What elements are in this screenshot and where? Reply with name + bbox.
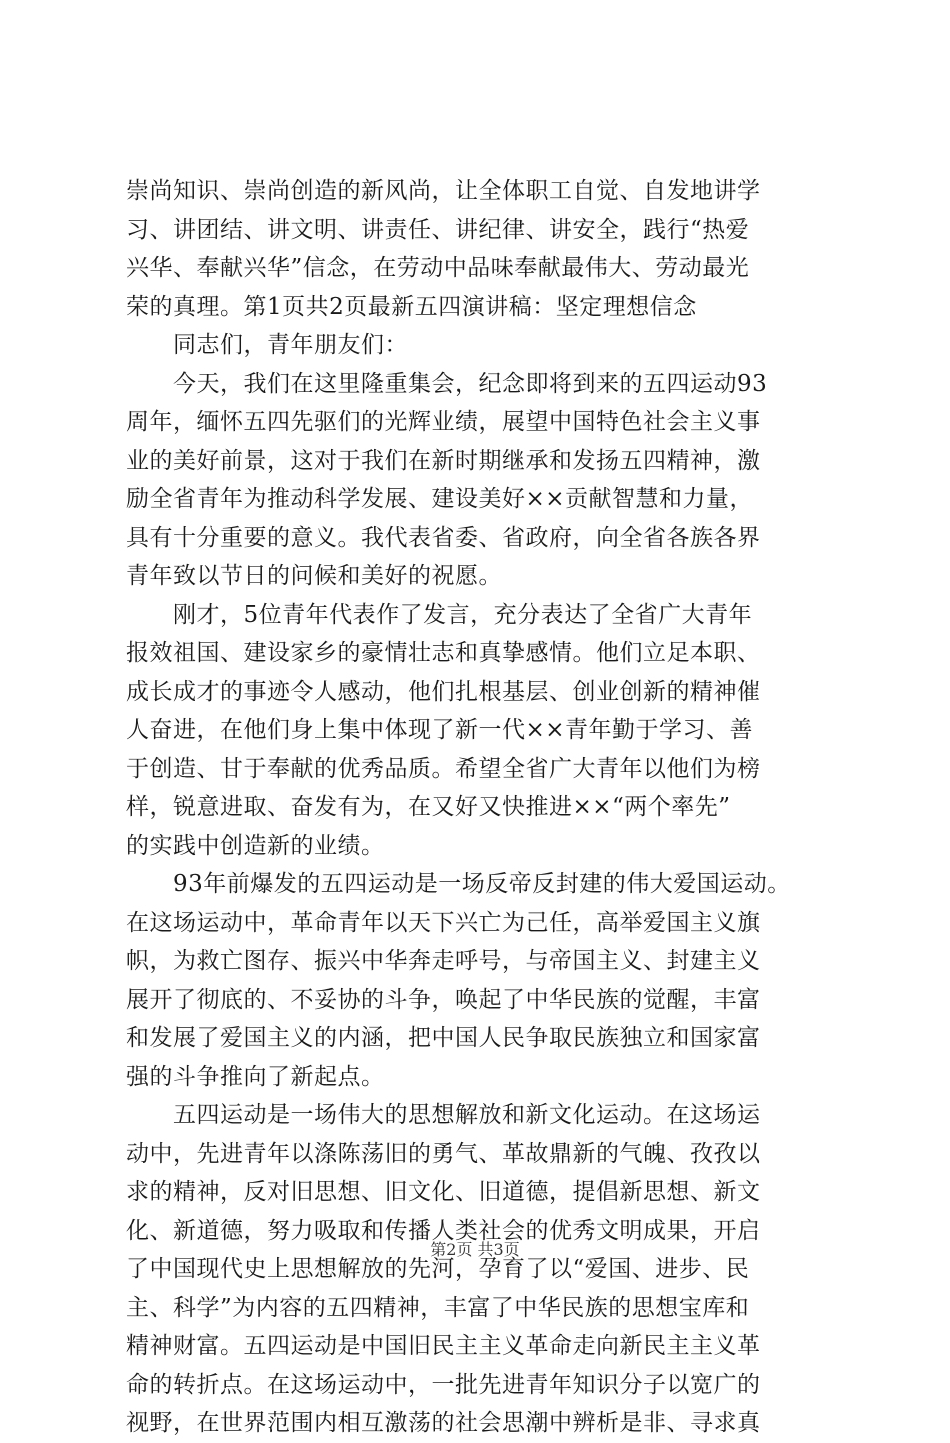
text-line: 具有十分重要的意义。我代表省委、省政府，向全省各族各界 — [126, 524, 761, 551]
text-line: 和发展了爱国主义的内涵，把中国人民争取民族独立和国家富 — [126, 1025, 761, 1051]
text-line: 业的美好前景，这对于我们在新时期继承和发扬五四精神，激 — [126, 447, 761, 474]
text-line: 求的精神，反对旧思想、旧文化、旧道德，提倡新思想、新文 — [126, 1179, 761, 1205]
text-line: 青年致以节日的问候和美好的祝愿。 — [126, 563, 502, 589]
text-line: 样，锐意进取、奋发有为，在又好又快推进××“两个率先” — [126, 794, 731, 820]
text-line: 励全省青年为推动科学发展、建设美好××贡献智慧和力量， — [126, 486, 754, 512]
text-line: 崇尚知识、崇尚创造的新风尚，让全体职工自觉、自发地讲学 — [126, 178, 761, 204]
text-line: 命的转折点。在这场运动中，一批先进青年知识分子以宽广的 — [126, 1371, 761, 1398]
text-line: 兴华、奉献兴华”信念，在劳动中品味奉献最伟大、劳动最光 — [126, 255, 750, 281]
text-line: 的实践中创造新的业绩。 — [126, 832, 385, 859]
text-line: 五四运动是一场伟大的思想解放和新文化运动。在这场运 — [126, 1102, 761, 1128]
text-line: 报效祖国、建设家乡的豪情壮志和真挚感情。他们立足本职、 — [126, 640, 761, 666]
text-line: 今天，我们在这里隆重集会，纪念即将到来的五四运动93 — [126, 370, 768, 397]
text-line: 刚才，5位青年代表作了发言，充分表达了全省广大青年 — [126, 601, 753, 628]
text-line: 视野，在世界范围内相互激荡的社会思潮中辨析是非、寻求真 — [126, 1410, 761, 1436]
text-line: 化、新道德，努力吸取和传播人类社会的优秀文明成果，开启 — [126, 1217, 761, 1244]
text-line: 在这场运动中，革命青年以天下兴亡为己任，高举爱国主义旗 — [126, 909, 761, 936]
text-line: 强的斗争推向了新起点。 — [126, 1063, 385, 1090]
text-line: 93年前爆发的五四运动是一场反帝反封建的伟大爱国运动。 — [126, 871, 791, 897]
page-footer: 第2页 共3页 — [430, 1240, 520, 1259]
text-line: 人奋进，在他们身上集中体现了新一代××青年勤于学习、善 — [126, 717, 754, 743]
text-line: 主、科学”为内容的五四精神，丰富了中华民族的思想宝库和 — [126, 1294, 750, 1321]
text-line: 展开了彻底的、不妥协的斗争，唤起了中华民族的觉醒，丰富 — [126, 986, 761, 1013]
text-line: 精神财富。五四运动是中国旧民主主义革命走向新民主主义革 — [126, 1333, 761, 1359]
text-line: 动中，先进青年以涤陈荡旧的勇气、革故鼎新的气魄、孜孜以 — [126, 1140, 761, 1167]
text-line: 于创造、甘于奉献的优秀品质。希望全省广大青年以他们为榜 — [126, 755, 761, 782]
text-line: 荣的真理。第1页共2页最新五四演讲稿：坚定理想信念 — [126, 293, 697, 320]
text-line: 成长成才的事迹令人感动，他们扎根基层、创业创新的精神催 — [126, 678, 761, 705]
text-line: 了中国现代史上思想解放的先河，孕育了以“爱国、进步、民 — [126, 1256, 750, 1282]
text-line: 习、讲团结、讲文明、讲责任、讲纪律、讲安全，践行“热爱 — [126, 216, 750, 243]
text-line: 同志们，青年朋友们： — [126, 332, 408, 358]
text-line: 周年，缅怀五四先驱们的光辉业绩，展望中国特色社会主义事 — [126, 409, 761, 435]
text-line: 帜，为救亡图存、振兴中华奔走呼号，与帝国主义、封建主义 — [126, 948, 761, 974]
